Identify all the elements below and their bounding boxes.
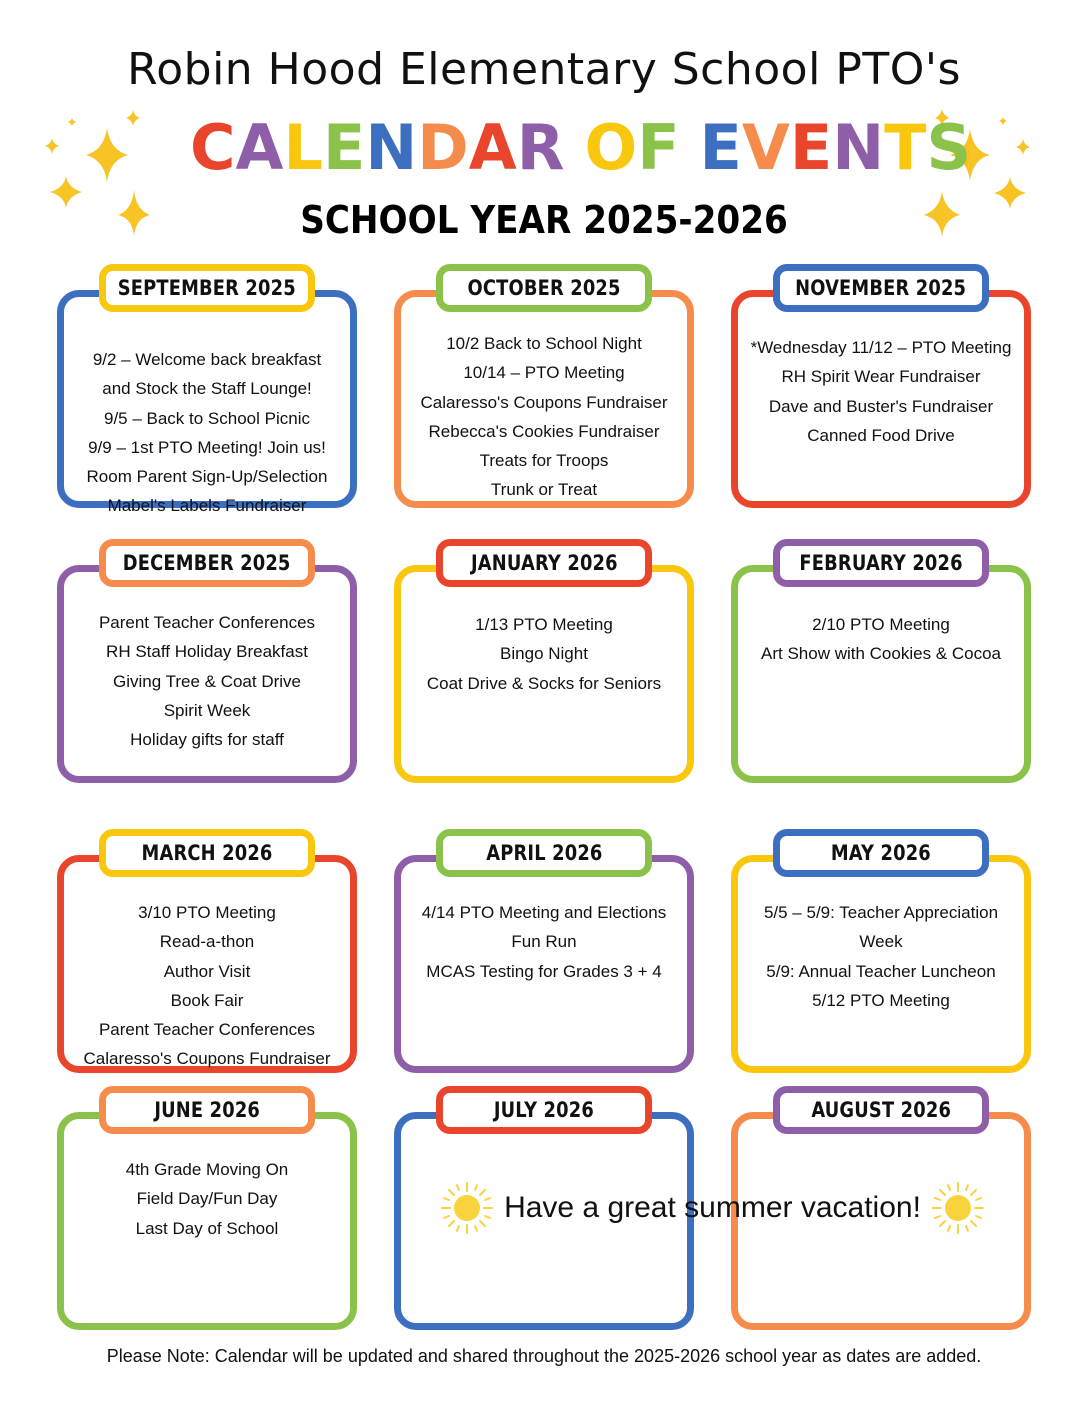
month-card [57,290,357,516]
event-item: Room Parent Sign-Up/Selection [86,467,328,487]
event-item: Dave and Buster's Fundraiser [768,396,994,416]
month-name: AUGUST 2026 [811,1098,951,1122]
event-list [738,898,1024,1015]
month-card [57,565,357,783]
main-title-letter: S [926,111,972,184]
event-item: MCAS Testing for Grades 3 + 4 [426,961,662,981]
event-list [401,610,687,698]
event-item: Trunk or Treat [490,480,598,500]
event-item: 10/2 Back to School Night [446,334,642,353]
summer-message-text: Have a great summer vacation! [504,1191,921,1224]
event-item: 4th Grade Moving On [125,1160,289,1179]
main-title-letter: D [417,111,469,184]
month-card [57,855,357,1073]
month-card [731,565,1031,783]
main-title-letter: N [365,111,418,184]
event-item: Giving Tree & Coat Drive [112,671,301,691]
event-list [64,345,350,521]
event-item: Parent Teacher Conferences [98,613,316,632]
event-item: and Stock the Staff Lounge! [102,379,312,399]
event-item: Book Fair [170,990,244,1010]
month-name: FEBRUARY 2026 [799,551,963,575]
event-item: 1/13 PTO Meeting [475,615,613,634]
sparkles-left-icon [40,110,185,240]
month-card [394,565,694,783]
event-item: Calaresso's Coupons Fundraiser [420,392,668,412]
event-item: RH Spirit Wear Fundraiser [781,367,981,387]
event-item: 9/9 – 1st PTO Meeting! Join us! [88,437,326,457]
main-title-letter: O [584,111,638,184]
month-label [99,829,315,877]
month-card [394,290,694,508]
sparkle-icon [50,176,82,208]
month-label [436,539,652,587]
month-name: NOVEMBER 2025 [795,276,967,300]
main-title-letter: E [789,111,833,184]
event-item: 3/10 PTO Meeting [138,903,276,922]
sparkle-icon [68,118,76,126]
event-item: Spirit Week [163,700,251,720]
event-list [64,898,350,1074]
event-item: Calaresso's Coupons Fundraiser [83,1049,331,1069]
event-item: 9/5 – Back to School Picnic [103,408,310,428]
main-title-container [190,108,972,188]
month-label [436,829,652,877]
event-item: Parent Teacher Conferences [98,1020,316,1040]
main-title-letter: E [323,111,366,184]
event-item: 5/12 PTO Meeting [812,990,950,1010]
event-item: Fun Run [511,932,577,952]
month-name: APRIL 2026 [485,841,603,865]
main-title-letter: C [190,111,236,184]
month-label [99,264,315,312]
month-name: DECEMBER 2025 [123,551,291,575]
sparkle-icon [126,110,140,126]
main-title [190,108,972,188]
month-name: MAY 2026 [830,841,932,865]
event-item: Mabel's Labels Fundraiser [107,496,307,516]
event-item: Field Day/Fun Day [136,1189,278,1209]
school-year-title: SCHOOL YEAR 2025-2026 [300,198,788,242]
sparkle-icon [118,190,150,236]
event-item: Week [859,932,903,952]
main-title-letter [564,108,584,188]
main-title-letter: L [283,111,324,184]
month-name: SEPTEMBER 2025 [117,276,297,300]
main-title-letter: F [637,111,680,184]
month-name: OCTOBER 2025 [467,276,621,300]
event-item: 5/5 – 5/9: Teacher Appreciation [763,903,999,922]
event-item: Author Visit [163,961,251,981]
event-item: 2/10 PTO Meeting [812,615,950,634]
main-title-letter: A [468,111,517,184]
event-item: Bingo Night [500,644,588,664]
month-card [57,1112,357,1330]
main-title-letter: N [832,111,885,184]
org-title: Robin Hood Elementary School PTO's [127,44,961,95]
sparkle-icon [86,128,128,182]
footer-note: Please Note: Calendar will be updated and shared throughout the 2025-2026 school year as dates are added. [106,1346,982,1366]
event-item: Coat Drive & Socks for Seniors [426,673,662,693]
main-title-letter [680,108,700,188]
event-item: Treats for Troops [479,451,609,471]
event-item: 9/2 – Welcome back breakfast [92,350,322,369]
month-name: JUNE 2026 [154,1098,260,1122]
month-label [99,539,315,587]
event-item: *Wednesday 11/12 – PTO Meeting [750,338,1012,357]
main-title-letter: T [884,111,927,184]
month-name: JULY 2026 [493,1098,595,1122]
sun-icon [440,1181,494,1235]
main-title-letter: E [699,111,742,184]
main-title-letter: V [741,111,790,184]
month-label [99,1086,315,1134]
main-title-letter: A [235,111,284,184]
event-list [64,1155,350,1243]
summer-message [440,1178,985,1238]
month-label [436,264,652,312]
month-card [731,855,1031,1073]
sparkle-icon [45,138,59,154]
event-item: Art Show with Cookies & Cocoa [761,644,1001,664]
event-item: Rebecca's Cookies Fundraiser [428,421,660,441]
month-card [731,290,1031,508]
event-list [401,898,687,986]
event-item: Holiday gifts for staff [130,730,284,750]
event-item: Last Day of School [135,1218,279,1238]
sparkle-icon [1016,139,1030,155]
sun-icon [931,1181,985,1235]
month-label [436,1086,652,1134]
month-label [773,539,989,587]
month-name: MARCH 2026 [141,841,273,865]
event-item: 10/14 – PTO Meeting [463,363,625,383]
sparkle-icon [999,117,1007,125]
month-label [773,1086,989,1134]
event-item: 4/14 PTO Meeting and Elections [421,903,667,922]
event-item: RH Staff Holiday Breakfast [106,642,308,662]
event-item: Read-a-thon [159,932,255,952]
event-list [738,610,1024,669]
event-list [64,608,350,754]
main-title-letter: R [516,111,565,184]
event-list [738,333,1024,450]
month-name: JANUARY 2026 [470,551,618,575]
month-label [773,829,989,877]
month-label [773,264,989,312]
event-item: Canned Food Drive [807,425,955,445]
event-item: 5/9: Annual Teacher Luncheon [766,961,996,981]
month-card [394,855,694,1073]
sparkle-icon [994,177,1026,209]
event-list [401,329,687,505]
sparkle-icon [924,191,960,237]
